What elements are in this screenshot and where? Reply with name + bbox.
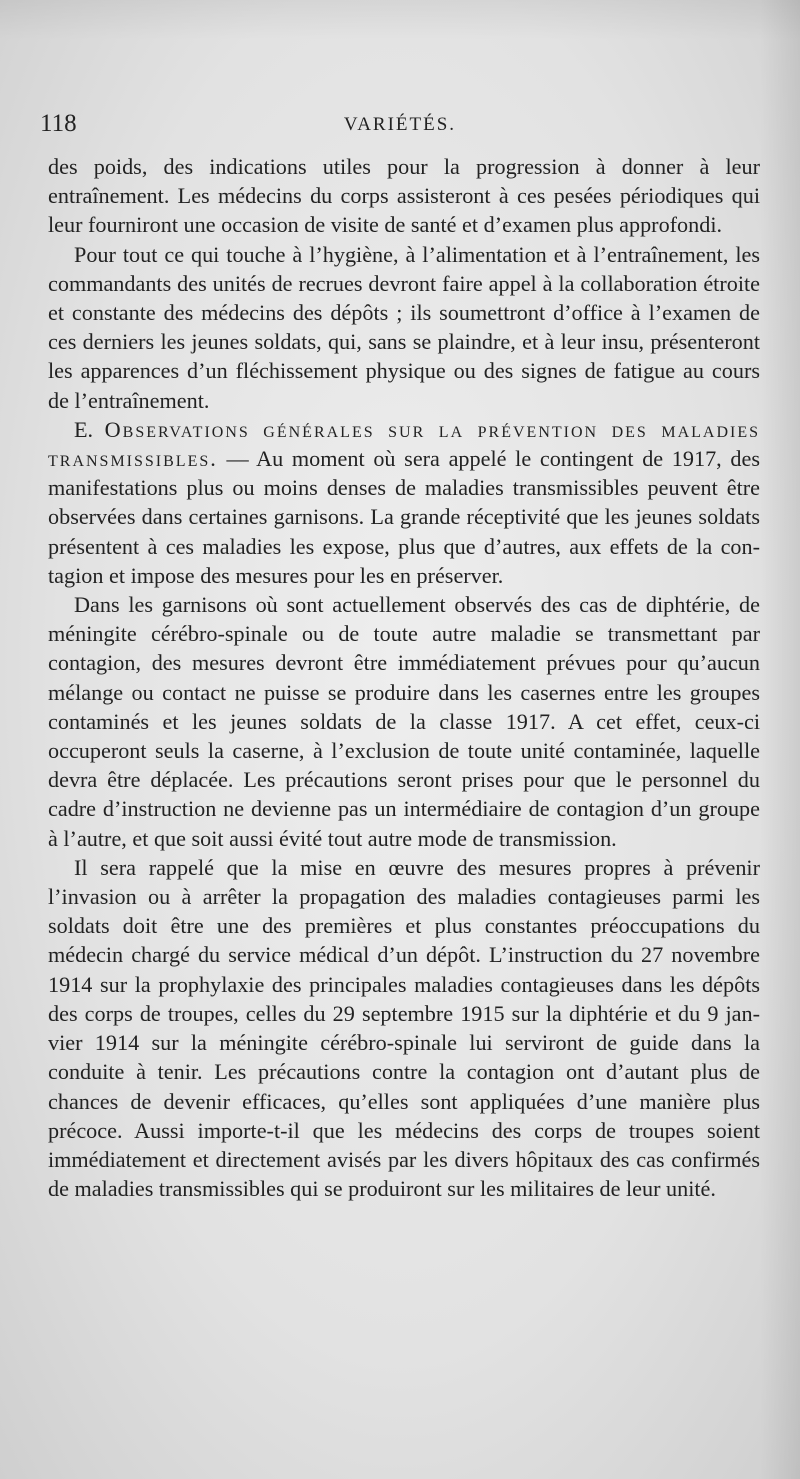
body-text [48,152,760,1203]
page-header [40,110,760,146]
running-title: VARIÉTÉS. [343,114,457,135]
section-heading: Observations générales sur la prévention des maladies transmissibles. [48,416,761,472]
paragraph-3-text: — Au moment où sera appelé le contingent de 1917, des manifestations plus ou moins denses de maladies transmissibles peuvent être observées dans certaines garnisons. La grande réceptivité que les jeunes soldats présentent à ces maladies les expose, plus que d’autres, aux effets de la contagion et impose des mesures pour les en préserver. [48,446,760,588]
scan-shadow-top [0,0,800,40]
page-number: 118 [40,110,77,137]
paragraph-4: Dans les garnisons où sont actuellement observés des cas de diphtérie, de méningite cérébro-spinale ou de toute autre maladie se transmettant par contagion, des mesures devront être immédiatement prévues pour qu’aucun mélange ou contact ne puisse se produire dans les casernes entre les groupes contaminés et les jeunes soldats de la classe 1917. A cet effet, ceux-ci occuperont seuls la caserne, à l’exclusion de toute unité contaminée, laquelle devra être déplacée. Les précautions seront prises pour que le personnel du cadre d’instruction ne devienne pas un intermédiaire de contagion d’un groupe à l’autre, et que soit aussi évité tout autre mode de transmission. [48,592,760,851]
paragraph-5: Il sera rappelé que la mise en œuvre des mesures propres à prévenir l’invasion ou à arrêter la propagation des maladies contagieuses parmi les soldats doit être une des premières et plus constantes préoccupations du médecin chargé du service médical d’un dépôt. L’instruction du 27 novembre 1914 sur la prophylaxie des principales maladies contagieuses dans les dépôts des corps de troupes, celles du 29 septembre 1915 sur la diphtérie et du 9 janvier 1914 sur la méningite cérébro-spinale lui serviront de guide dans la conduite à tenir. Les précautions contre la contagion ont d’autant plus de chances de devenir efficaces, qu’elles sont appliquées d’une manière plus précoce. Aussi importe-t-il que les médecins des corps de troupes soient immédiatement et directement avisés par les divers hôpitaux des cas confirmés de maladies transmissibles qui se produiront sur les militaires de leur unité. [48,854,760,1202]
section-label: E. [74,416,94,442]
paragraph-1: des poids, des indications utiles pour la progression à donner à leur entraînement. Les médecins du corps assisteront à ces pesées périodiques qui leur fourniront une occasion de visite de santé et d’examen plus approfondi. [48,154,760,238]
paragraph-3 [48,415,760,590]
scan-shadow-right [760,0,800,1479]
paragraph-2: Pour tout ce qui touche à l’hygiène, à l’alimentation et à l’entraînement, les commandants des unités de recrues devront faire appel à la collaboration étroite et constante des médecins des dépôts ; ils soumettront d’office à l’examen de ces derniers les jeunes soldats, qui, sans se plaindre, et à leur insu, présenteront les apparences d’un fléchissement physique ou des signes de fatigue au cours de l’entraînement. [48,241,760,413]
